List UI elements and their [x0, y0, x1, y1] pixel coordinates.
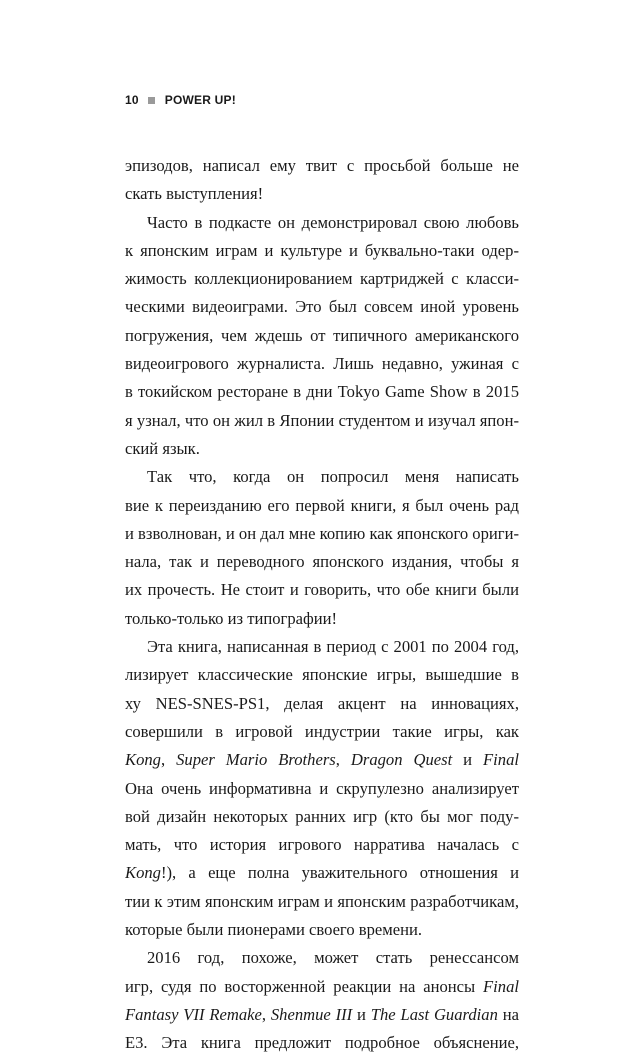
text-line: жимость коллекционированием картриджей с класси- — [125, 269, 519, 289]
text-line: погружения, чем ждешь от типичного американского — [125, 325, 519, 345]
text-line — [125, 718, 519, 746]
text-line: только-только из типографии! — [125, 608, 338, 628]
text-line: Она очень информативна и скрупулезно анализирует — [125, 778, 519, 798]
text-line: Эта книга, написанная в период с 2001 по 2004 год, — [147, 637, 519, 657]
text-line — [125, 1001, 519, 1029]
line-text: на — [497, 1004, 519, 1024]
text-line: скать выступления! — [125, 184, 264, 204]
text-line: которые были пионерами своего времени. — [125, 920, 423, 940]
text-line: тии к этим японским играм и японским разработчикам, — [125, 891, 519, 911]
text-line — [125, 831, 519, 859]
line-text: и — [452, 750, 484, 770]
line-text: совершили в игровой индустрии такие игры, как — [125, 721, 519, 741]
line-text: игр, судя по восторженной реакции на анонсы — [125, 976, 484, 996]
text-line: я узнал, что он жил в Японии студентом и изучал япон- — [125, 410, 519, 430]
text-line: лизирует классические японские игры, вышедшие в — [125, 665, 519, 685]
game-title: Fantasy VII Remake — [125, 1004, 262, 1024]
page-number: 10 — [125, 93, 139, 107]
line-text: и — [352, 1004, 371, 1024]
game-title: Kong — [125, 863, 161, 883]
game-title: Final — [483, 976, 519, 996]
game-title: Dragon Quest — [350, 750, 453, 770]
game-title: The Last Guardian — [370, 1004, 498, 1024]
text-line: эпизодов, написал ему твит с просьбой больше не — [125, 156, 519, 175]
text-line: к японским играм и культуре и буквально-таки одер- — [125, 240, 519, 260]
text-line: в токийском ресторане в дни Tokyo Game Show в 2015 — [125, 382, 519, 402]
text-line: вие к переизданию его первой книги, я был очень рад — [125, 495, 519, 515]
game-title: Shenmue III — [270, 1004, 353, 1024]
game-title: Final — [483, 750, 519, 770]
book-title: POWER UP! — [164, 93, 236, 107]
line-text: !), а еще полна уважительного отношения и — [160, 863, 519, 883]
text-line: 2016 год, похоже, может стать ренессансом — [147, 948, 519, 968]
line-text: , — [261, 1004, 271, 1024]
text-line: Так что, когда он попросил меня написать — [147, 467, 519, 487]
text-line: вой дизайн некоторых ранних игр (кто бы мог поду- — [125, 806, 519, 826]
line-text: , — [335, 750, 351, 770]
game-title: Kong — [125, 750, 161, 770]
line-text: , — [160, 750, 177, 770]
text-line: нала, так и переводного японского издания, чтобы я — [125, 552, 519, 572]
text-line: E3. Эта книга предложит подробное объяснение, — [125, 1033, 519, 1053]
text-line: ху NES-SNES-PS1, делая акцент на инновациях, — [125, 693, 519, 713]
text-line: ский язык. — [125, 438, 200, 458]
header-separator-square — [148, 97, 155, 104]
text-line: видеоигрового журналиста. Лишь недавно, ужиная с — [125, 354, 519, 374]
running-header — [125, 93, 236, 107]
line-text: мать, что история игрового нарратива началась с — [125, 835, 519, 855]
text-line — [125, 746, 519, 774]
text-line — [125, 973, 519, 1001]
text-line: их прочесть. Не стоит и говорить, что обе книги были — [125, 580, 519, 600]
text-line: ческими видеоиграми. Это был совсем иной уровень — [125, 297, 519, 317]
game-title: Super Mario Brothers — [176, 750, 336, 770]
text-line — [125, 859, 519, 887]
text-line: и взволнован, и он дал мне копию как японского ориги- — [125, 523, 519, 543]
text-line: Часто в подкасте он демонстрировал свою любовь — [147, 212, 519, 232]
body-text — [125, 152, 519, 1058]
